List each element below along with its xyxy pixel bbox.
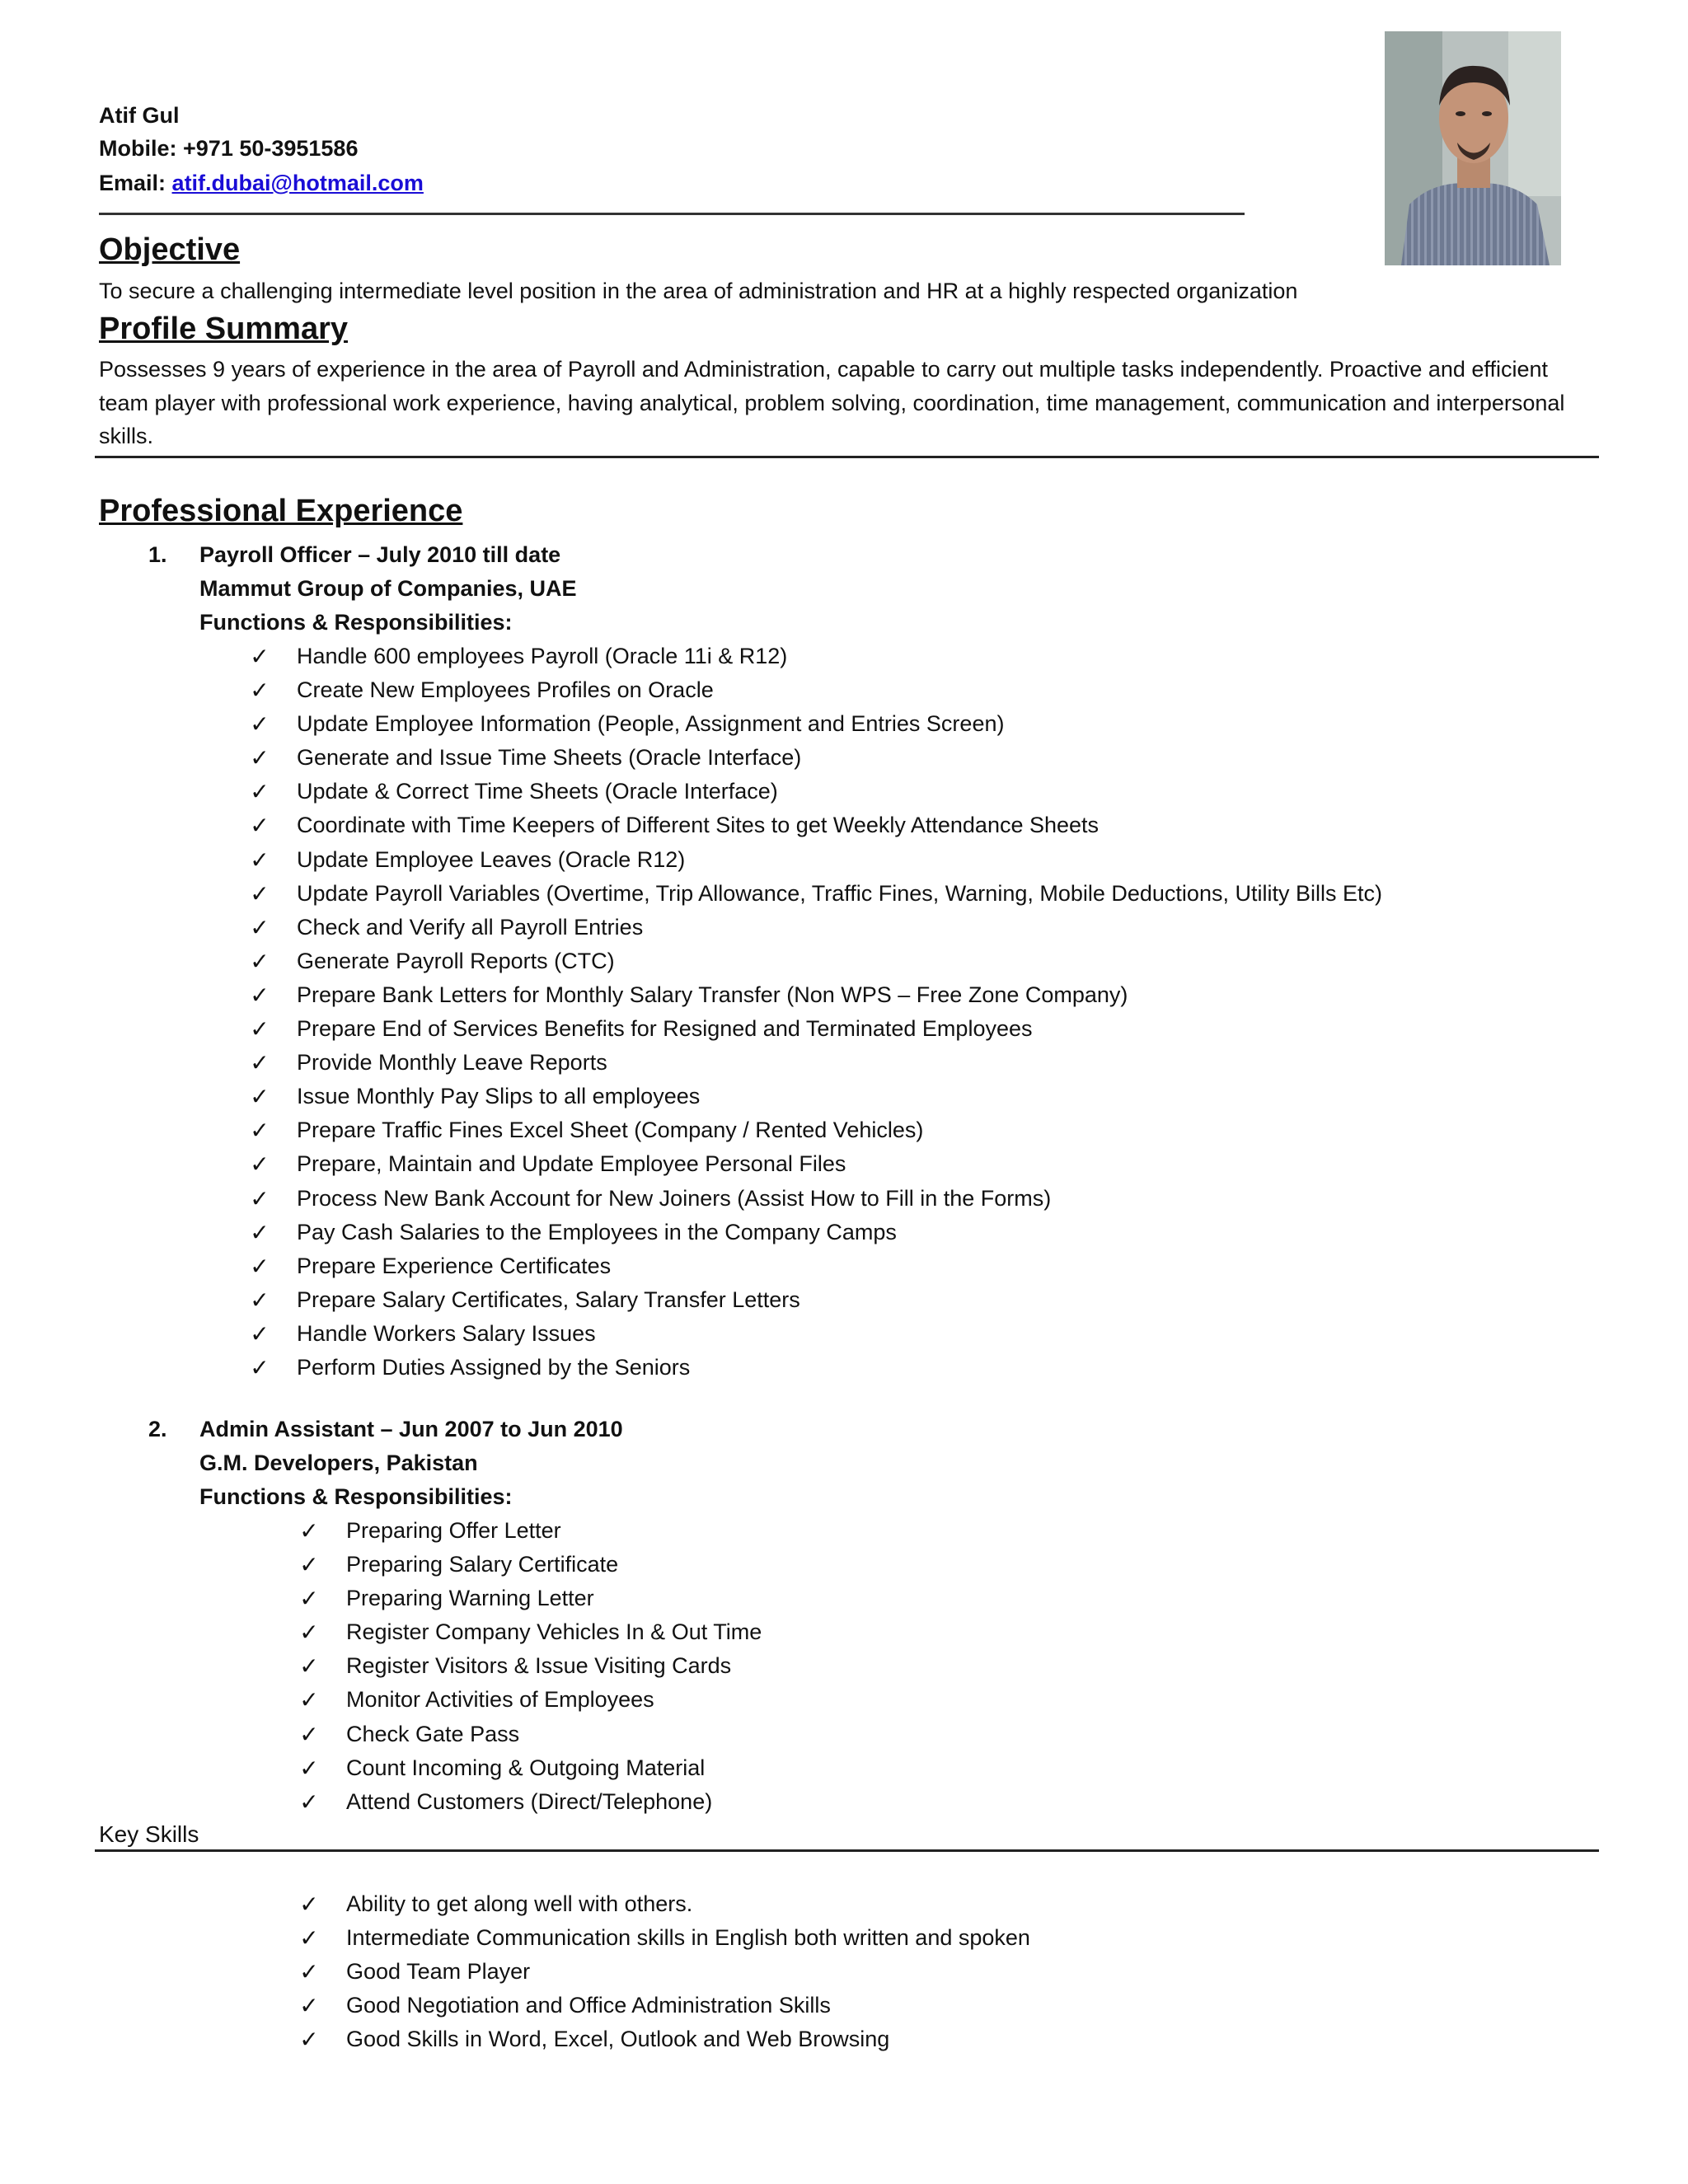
responsibility-item-text: Update & Correct Time Sheets (Oracle Interface): [297, 779, 778, 804]
responsibility-item-text: Issue Monthly Pay Slips to all employees: [297, 1084, 701, 1109]
job-2-responsibilities: [299, 1514, 762, 1819]
job-1-title: Payroll Officer – July 2010 till date: [199, 542, 561, 567]
skill-item: [299, 2022, 1030, 2056]
responsibility-item: [250, 775, 1382, 808]
responsibility-item: [299, 1683, 762, 1717]
mobile-label: Mobile:: [99, 136, 177, 161]
responsibility-item-text: Pay Cash Salaries to the Employees in the Company Camps: [297, 1219, 897, 1244]
skill-item-text: Good Negotiation and Office Administration Skills: [346, 1993, 831, 2018]
responsibility-item-text: Prepare Experience Certificates: [297, 1253, 612, 1278]
job-1-responsibilities: [250, 640, 1382, 1385]
job-1-title-line: [148, 538, 560, 572]
responsibility-item-text: Update Employee Leaves (Oracle R12): [297, 846, 686, 872]
check-icon: ✓: [250, 947, 270, 975]
check-icon: ✓: [299, 1551, 319, 1579]
job-2-number: 2.: [148, 1417, 167, 1441]
mobile-number: +971 50-3951586: [183, 136, 359, 161]
responsibility-item-text: Provide Monthly Leave Reports: [297, 1050, 607, 1076]
responsibility-item: [250, 1046, 1382, 1080]
responsibility-item-text: Prepare Traffic Fines Excel Sheet (Company / Rented Vehicles): [297, 1118, 924, 1143]
check-icon: ✓: [299, 1924, 319, 1952]
responsibility-item-text: Perform Duties Assigned by the Seniors: [297, 1354, 691, 1380]
responsibility-item: [299, 1582, 762, 1615]
responsibility-item-text: Coordinate with Time Keepers of Different Sites to get Weekly Attendance Sheets: [297, 813, 1100, 838]
responsibility-item: [250, 911, 1382, 944]
skill-item: [299, 1921, 1030, 1955]
check-icon: ✓: [250, 1117, 270, 1145]
email-link[interactable]: atif.dubai@hotmail.com: [171, 171, 424, 195]
responsibility-item-text: Count Incoming & Outgoing Material: [346, 1755, 706, 1780]
check-icon: ✓: [299, 1754, 319, 1782]
check-icon: ✓: [250, 913, 270, 941]
check-icon: ✓: [299, 1652, 319, 1680]
check-icon: ✓: [299, 1517, 319, 1544]
check-icon: ✓: [299, 1619, 319, 1647]
responsibility-item: [250, 1317, 1382, 1351]
check-icon: ✓: [250, 778, 270, 806]
responsibility-item-text: Preparing Offer Letter: [346, 1518, 561, 1543]
check-icon: ✓: [250, 846, 270, 874]
check-icon: ✓: [299, 1720, 319, 1748]
responsibility-item: [250, 741, 1382, 775]
job-2-functions-label: Functions & Responsibilities:: [199, 1484, 513, 1509]
responsibility-item-text: Monitor Activities of Employees: [346, 1687, 654, 1713]
responsibility-item-text: Prepare End of Services Benefits for Resigned and Terminated Employees: [297, 1016, 1033, 1042]
responsibility-item: [250, 944, 1382, 978]
responsibility-item-text: Register Visitors & Issue Visiting Cards: [346, 1653, 732, 1679]
responsibility-item: [250, 707, 1382, 741]
responsibility-item: [250, 843, 1382, 877]
responsibility-item: [299, 1751, 762, 1785]
responsibility-item: [299, 1548, 762, 1582]
check-icon: ✓: [250, 1319, 270, 1347]
check-icon: ✓: [299, 1992, 319, 2020]
check-icon: ✓: [250, 744, 270, 772]
check-icon: ✓: [250, 1083, 270, 1111]
check-icon: ✓: [299, 1686, 319, 1714]
mobile-line: [99, 134, 358, 163]
responsibility-item-text: Preparing Salary Certificate: [346, 1552, 619, 1577]
responsibility-item: [250, 1147, 1382, 1181]
check-icon: ✓: [250, 1184, 270, 1212]
responsibility-item-text: Update Employee Information (People, Assignment and Entries Screen): [297, 711, 1005, 737]
responsibility-item-text: Create New Employees Profiles on Oracle: [297, 677, 714, 703]
skill-item: [299, 1887, 1030, 1921]
responsibility-item: [250, 1080, 1382, 1113]
responsibility-item-text: Update Payroll Variables (Overtime, Trip Allowance, Traffic Fines, Warning, Mobile Deductions, Utility Bills Etc): [297, 880, 1382, 906]
responsibility-item-text: Generate Payroll Reports (CTC): [297, 948, 615, 973]
email-label: Email:: [99, 171, 166, 195]
job-2-title: Admin Assistant – Jun 2007 to Jun 2010: [199, 1417, 623, 1441]
job-2-company: G.M. Developers, Pakistan: [199, 1451, 478, 1475]
responsibility-item: [250, 808, 1382, 842]
skill-item-text: Good Skills in Word, Excel, Outlook and Web Browsing: [346, 2027, 890, 2052]
check-icon: ✓: [250, 879, 270, 907]
responsibility-item: [250, 640, 1382, 673]
responsibility-item: [250, 1012, 1382, 1046]
responsibility-item: [250, 1351, 1382, 1385]
responsibility-item: [250, 978, 1382, 1012]
objective-heading: Objective: [99, 232, 241, 267]
responsibility-item-text: Prepare Bank Letters for Monthly Salary Transfer (Non WPS – Free Zone Company): [297, 982, 1128, 1007]
check-icon: ✓: [299, 1891, 319, 1918]
profile-summary-heading: Profile Summary: [99, 312, 348, 346]
responsibility-item: [299, 1785, 762, 1819]
responsibility-item: [250, 1283, 1382, 1317]
check-icon: ✓: [250, 812, 270, 840]
objective-text: To secure a challenging intermediate level position in the area of administration and HR at a highly respected organization: [99, 279, 1298, 303]
responsibility-item-text: Generate and Issue Time Sheets (Oracle Interface): [297, 745, 802, 771]
responsibility-item-text: Process New Bank Account for New Joiners (Assist How to Fill in the Forms): [297, 1185, 1052, 1211]
job-2-title-line: [148, 1413, 623, 1446]
responsibility-item: [299, 1615, 762, 1649]
responsibility-item-text: Register Company Vehicles In & Out Time: [346, 1619, 762, 1645]
job-1-functions-label: Functions & Responsibilities:: [199, 610, 513, 635]
responsibility-item-text: Preparing Warning Letter: [346, 1586, 594, 1611]
check-icon: ✓: [250, 1049, 270, 1077]
check-icon: ✓: [250, 710, 270, 738]
job-1-number: 1.: [148, 542, 167, 567]
email-line: [99, 168, 424, 198]
responsibility-item: [250, 673, 1382, 707]
skill-item: [299, 1955, 1030, 1989]
responsibility-item: [299, 1514, 762, 1548]
experience-heading: Professional Experience: [99, 494, 463, 528]
responsibility-item-text: Handle Workers Salary Issues: [297, 1320, 596, 1346]
check-icon: ✓: [299, 1958, 319, 1986]
responsibility-item-text: Attend Customers (Direct/Telephone): [346, 1788, 713, 1814]
responsibility-item: [299, 1649, 762, 1683]
check-icon: ✓: [250, 677, 270, 705]
check-icon: ✓: [299, 2026, 319, 2054]
responsibility-item-text: Handle 600 employees Payroll (Oracle 11i & R12): [297, 644, 788, 668]
responsibility-item-text: Check Gate Pass: [346, 1721, 520, 1746]
job-1-company: Mammut Group of Companies, UAE: [199, 576, 577, 601]
responsibility-item: [299, 1718, 762, 1751]
candidate-name: Atif Gul: [99, 103, 180, 128]
check-icon: ✓: [250, 1252, 270, 1280]
responsibility-item: [250, 1216, 1382, 1249]
responsibility-item: [250, 1249, 1382, 1283]
responsibility-item: [250, 1182, 1382, 1216]
check-icon: ✓: [250, 1015, 270, 1043]
responsibility-item-text: Prepare, Maintain and Update Employee Personal Files: [297, 1151, 846, 1177]
check-icon: ✓: [250, 1218, 270, 1246]
check-icon: ✓: [299, 1585, 319, 1613]
responsibility-item: [250, 1113, 1382, 1147]
skills-divider: [95, 1849, 1599, 1852]
skill-item-text: Good Team Player: [346, 1959, 531, 1985]
profile-photo-image: [1385, 31, 1561, 265]
skill-item-text: Ability to get along well with others.: [346, 1891, 693, 1916]
profile-photo: [1385, 31, 1561, 265]
responsibility-item-text: Prepare Salary Certificates, Salary Transfer Letters: [297, 1286, 800, 1312]
responsibility-item: [250, 877, 1382, 911]
header-divider: [99, 213, 1245, 215]
profile-summary-text: Possesses 9 years of experience in the area of Payroll and Administration, capable to carry out multiple tasks independently. Proactive and efficient team player with professional work experience, having analytical, problem solving, coordination, time management, communication and interpersonal skills.: [99, 357, 1565, 448]
section-divider: [95, 456, 1599, 458]
key-skills-list: [299, 1887, 1030, 2056]
check-icon: ✓: [250, 1353, 270, 1381]
check-icon: ✓: [250, 981, 270, 1009]
skill-item: [299, 1989, 1030, 2022]
check-icon: ✓: [250, 643, 270, 670]
check-icon: ✓: [299, 1788, 319, 1816]
check-icon: ✓: [250, 1151, 270, 1179]
key-skills-heading: Key Skills: [99, 1821, 199, 1847]
skill-item-text: Intermediate Communication skills in English both written and spoken: [346, 1925, 1030, 1951]
responsibility-item-text: Check and Verify all Payroll Entries: [297, 914, 644, 940]
check-icon: ✓: [250, 1286, 270, 1314]
